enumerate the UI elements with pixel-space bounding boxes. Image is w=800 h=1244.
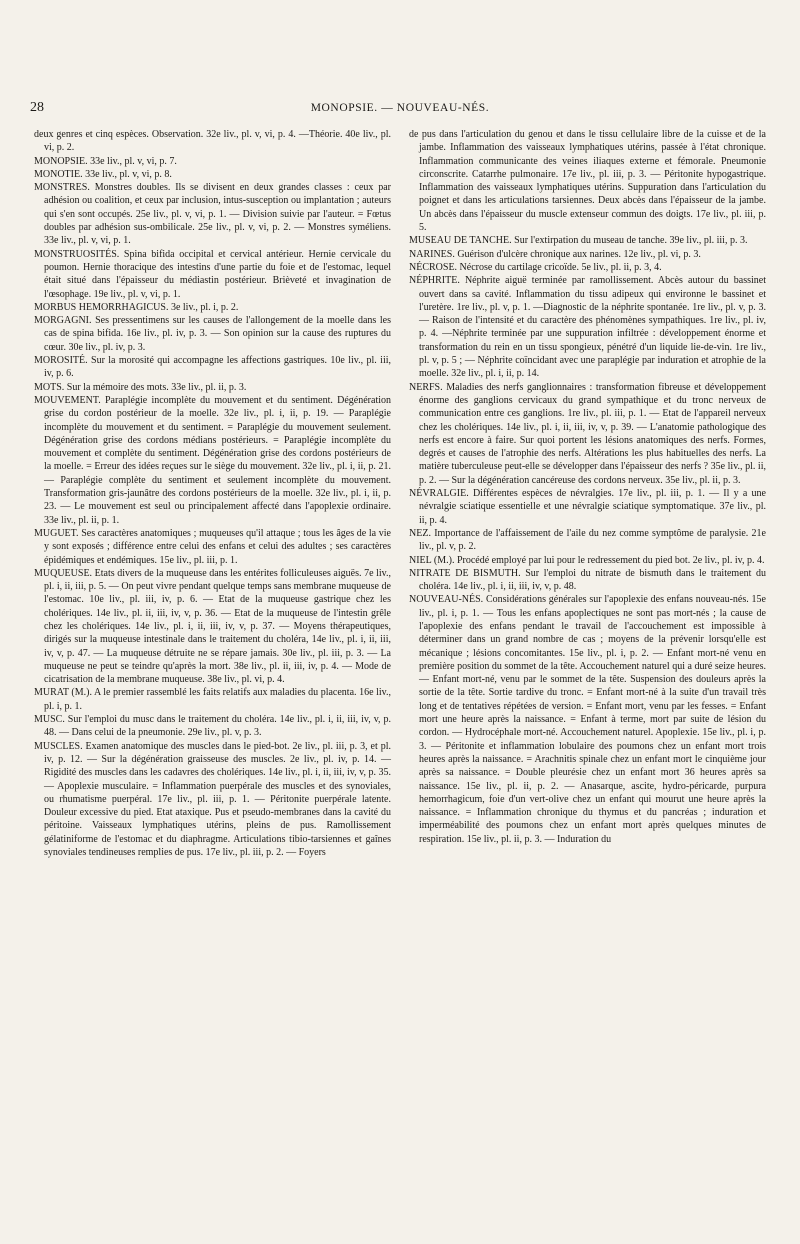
index-entry: NÉCROSE. Nécrose du cartilage cricoïde. 5e liv., pl. ii, p. 3, 4.	[409, 261, 662, 273]
page-header	[30, 100, 770, 118]
index-entry: MUSCLES. Examen anatomique des muscles dans le pied-bot. 2e liv., pl. iii, p. 3, et pl. iv, p. 12. — Sur la dégénération graisseuse des muscles. 2e liv., pl. iv, p. 14. —Rigidité des muscles dans les cadavres des cholériques. 14e liv., pl. i, ii, iii, iv, v, p. 35. — Apoplexie musculaire. = Inflammation puerpérale des muscles et des synoviales, ou rhumatisme puerpéral. 17e liv., pl. iii, p. 1. — Péritonite puerpérale latente. Douleur excessive du pied. Etat ataxique. Pus et pseudo-membranes dans la cavité du péritoine. Vaisseaux lymphatiques utérins, pleins de pus. Ramollissement gélatiniforme de l'estomac et du diaphragme. Articulations tibio-tarsiennes et gaînes synoviales tendineuses remplies de pus. 17e liv., pl. iii, p. 2. — Foyers	[34, 740, 391, 859]
index-entry: NEZ. Importance de l'affaissement de l'aile du nez comme symptôme de paralysie. 21e liv., pl. v, p. 2.	[409, 527, 766, 553]
page-number: 28	[30, 100, 44, 115]
index-entry: de pus dans l'articulation du genou et dans le tissu cellulaire libre de la cuisse et de la jambe. Inflammation des vaisseaux lymphatiques utérins, passée à l'état chronique. Inflammation communicante des veines iliaques externe et fémorale. Pneumonie circonscrite. Catarrhe pulmonaire. 17e liv., pl. iii, p. 3. — Péritonite hypogastrique. Inflammation des vaisseaux lymphatiques utérins. Suppuration dans l'articulation du poignet et dans les articulations tarsiennes. Deux abcès dans l'épaisseur de la jambe. Un abcès dans l'épaisseur du muscle extenseur commun des doigts. 17e liv., pl. iii, p. 5.	[409, 129, 766, 234]
index-entry: MONSTRUOSITÉS. Spina bifida occipital et cervical antérieur. Hernie cervicale du poumon. Hernie thoracique des intestins d'une partie du foie et de l'estomac, lequel était situé dans l'épaisseur du médiastin postérieur. Brièveté et invagination de l'œsophage. 19e liv., pl. v, vi, p. 1.	[34, 248, 391, 300]
index-entry: NÉPHRITE. Néphrite aiguë terminée par ramollissement. Abcès autour du bassinet ouvert dans sa cavité. Inflammation du tissu adipeux qui environne le bassinet et l'uretère. 1re liv., pl. v, p. 1. —Diagnostic de la néphrite spontanée. 1re liv., pl. v, p. 3. — Raison de l'intensité et du caractère des phénomènes sympathiques. 1re liv., pl. iv, p. 4. —Néphrite terminée par une suppuration infiltrée : développement énorme et transformation du rein en un tissu spongieux, pénétré d'un liquide lie-de-vin. 1re liv., pl. v, p. 5 ; — Néphrite coïncidant avec une paraplégie par induration et atrophie de la moelle. 32e liv., pl. i, ii, p. 14.	[409, 275, 766, 380]
index-entry: MONOTIE. 33e liv., pl. v, vi, p. 8.	[34, 168, 172, 180]
index-entry: MONOPSIE. 33e liv., pl. v, vi, p. 7.	[34, 155, 177, 167]
index-entry: deux genres et cinq espèces. Observation. 32e liv., pl. v, vi, p. 4. —Théorie. 40e liv., pl. vi, p. 2.	[34, 129, 391, 154]
left-column	[34, 128, 391, 859]
index-entry: MURAT (M.). A le premier rassemblé les faits relatifs aux maladies du placenta. 16e liv., pl. i, p. 1.	[34, 687, 391, 712]
index-entry: NITRATE DE BISMUTH. Sur l'emploi du nitrate de bismuth dans le traitement du choléra. 14e liv., pl. i, ii, iii, iv, v, p. 48.	[409, 567, 766, 593]
index-entry: NERFS. Maladies des nerfs ganglionnaires : transformation fibreuse et développement énorme des ganglions cervicaux du grand sympathique et du tronc nerveux de communication entre ces ganglions. 1re liv., pl. iii, p. 1. — Etat de l'appareil nerveux chez les cholériques. 14e liv., pl. i, ii, iii, iv, v, p. 39. — L'anatomie pathologique des nerfs est encore à faire. Sur quoi portent les lésions anatomiques des nerfs. Formes, degrés et causes de l'atrophie des nerfs. Altérations les plus habituelles des nerfs. La matière tuberculeuse peut-elle se développer dans l'épaisseur des nerfs ? 35e liv., pl. ii, p. 2. — Sur la dégénération cancéreuse des cordons nerveux. 35e liv., pl. ii, p. 3.	[409, 381, 766, 486]
index-entry: MUQUEUSE. Etats divers de la muqueuse dans les entérites folliculeuses aiguës. 7e liv., pl. i, ii, iii, p. 5. — On peut vivre pendant quelque temps sans membrane muqueuse de l'estomac. 10e liv., pl. iii, iv, p. 6. — Etat de la muqueuse gastrique chez les cholériques. 14e liv., pl. ii, iii, iv, v, p. 36. — Etat de la muqueuse de l'intestin grêle chez les cholériques. 14e liv., pl. i, ii, iii, iv, v, p. 37. — Moyens thérapeutiques, dirigés sur la muqueuse intestinale dans le traitement du choléra, 14e liv., pl. i, ii, iii, iv, v, p. 47. — La muqueuse détruite ne se répare jamais. 30e liv., pl. iii, p. 3. — La muqueuse ne peut se teindre qu'après la mort. 38e liv., pl. ii, iii, iv, p. 4. — Mode de cicatrisation de la membrane muqueuse. 38e liv., pl. vi, p. 4.	[34, 567, 391, 686]
right-column	[409, 128, 766, 859]
index-entry: NARINES. Guérison d'ulcère chronique aux narines. 12e liv., pl. vi, p. 3.	[409, 248, 701, 260]
index-entry: MOROSITÉ. Sur la morosité qui accompagne les affections gastriques. 10e liv., pl. iii, iv, p. 6.	[34, 355, 391, 380]
index-entry: MOUVEMENT. Paraplégie incomplète du mouvement et du sentiment. Dégénération grise du cordon postérieur de la moelle. 32e liv., pl. i, ii, p. 19. — Paraplégie incomplète du mouvement et du sentiment. = Paraplégie du mouvement seulement. Dégénération grise des cordons médians postérieurs. = Paraplégie incomplète du mouvement et complète du sentiment. Dégénération grise des cordons postérieurs de la moelle. = Erreur des idées reçues sur le siège du mouvement. 32e liv., pl. i, ii, p. 21. — Paraplégie complète du sentiment et seulement incomplète du mouvement. Transformation gris-jaunâtre des cordons postérieurs de la moelle. 32e liv., pl. i, ii, p. 23. — Le mouvement est seul ou principalement affecté dans l'apoplexie ordinaire. 33e liv., pl. ii, p. 1.	[34, 394, 391, 526]
running-head: MONOPSIE. — NOUVEAU-NÉS.	[310, 102, 490, 114]
index-entry: MUGUET. Ses caractères anatomiques ; muqueuses qu'il attaque ; tous les âges de la vie y sont exposés ; différence entre celui des enfans et celui des adultes ; ses caractères épidémiques et endémiques. 15e liv., pl. iii, p. 1.	[34, 527, 391, 566]
index-entry: MOTS. Sur la mémoire des mots. 33e liv., pl. ii, p. 3.	[34, 381, 247, 393]
index-entry: MORBUS HEMORRHAGICUS. 3e liv., pl. i, p. 2.	[34, 301, 239, 313]
index-entry: MONSTRES. Monstres doubles. Ils se divisent en deux grandes classes : ceux par adhésion ou coalition, et ceux par inclusion, intus-susception ou implantation ; auteurs qui s'en sont occupés. 25e liv., pl. v, vi, p. 1. — Division suivie par l'auteur. = Fœtus doubles par adhésion sus-ombilicale. 25e liv., pl. v, vi, p. 2. — Monstres syméliens. 33e liv., pl. v, vi, p. 1.	[34, 182, 391, 247]
index-entry: MUSC. Sur l'emploi du musc dans le traitement du choléra. 14e liv., pl. i, ii, iii, iv, v, p. 48. — Dans celui de la pneumonie. 29e liv., pl. v, p. 3.	[34, 714, 391, 739]
index-entry: MUSEAU DE TANCHE. Sur l'extirpation du museau de tanche. 39e liv., pl. iii, p. 3.	[409, 235, 748, 247]
index-entry: NOUVEAU-NÉS. Considérations générales sur l'apoplexie des enfans nouveau-nés. 15e liv., pl. i, p. 1. — Tous les enfans apoplectiques ne sont pas mort-nés ; la cause de l'apoplexie des enfans pendant le travail de l'accouchement est impossible à déterminer dans un grand nombre de cas ; moyens de la prévenir lorsqu'elle est mécanique ; lésions concomitantes. 15e liv., pl. i, p. 2. — Enfant mort-né venu en première position du sommet de la tête. Accouchement naturel qui a duré seize heures. — Enfant mort-né, venu par le sommet de la tête. Suspension des douleurs après la sortie de la tête. Sortie tardive du tronc. = Enfant mort-né à la suite d'un travail très long et de tentatives répétées de version. = Enfant mort, venu par les fesses. = Enfant mort une heure après la naissance. = Enfant à terme, mort par suite de lésion du cordon. — Hydrocéphale mort-né. Accouchement naturel. Apoplexie. 15e liv., pl. i, p. 3. — Péritonite et inflammation lobulaire des poumons chez un enfant mort trois heures après la naissance. = Arachnitis spinale chez un enfant mort le cinquième jour après sa naissance. = Double pleurésie chez un enfant mort 36 heures après sa naissance. 15e liv., pl. ii, p. 2. — Anasarque, ascite, hydro-péricarde, purpura hemorrhagicum, foie d'un vert-olive chez un enfant qui mourut une heure après la naissance. = Inflammation chronique du thymus et du pancréas ; induration et imperméabilité des poumons chez un enfant mort après quelques minutes de respiration. 15e liv., pl. ii, p. 3. — Induration du	[409, 594, 766, 845]
text-columns	[34, 128, 766, 859]
index-entry: NIEL (M.). Procédé employé par lui pour le redressement du pied bot. 2e liv., pl. iv, p. 4.	[409, 554, 765, 566]
index-entry: NÉVRALGIE. Différentes espèces de névralgies. 17e liv., pl. iii, p. 1. — Il y a une névralgie sciatique essentielle et une névralgie sciatique symptomatique. 37e liv., pl. ii, p. 4.	[409, 488, 766, 526]
index-entry: MORGAGNI. Ses pressentimens sur les causes de l'allongement de la moelle dans les cas de spina bifida. 16e liv., pl. iv, p. 3. — Son opinion sur la cause des ruptures du cœur. 30e liv., pl. iv, p. 3.	[34, 315, 391, 353]
